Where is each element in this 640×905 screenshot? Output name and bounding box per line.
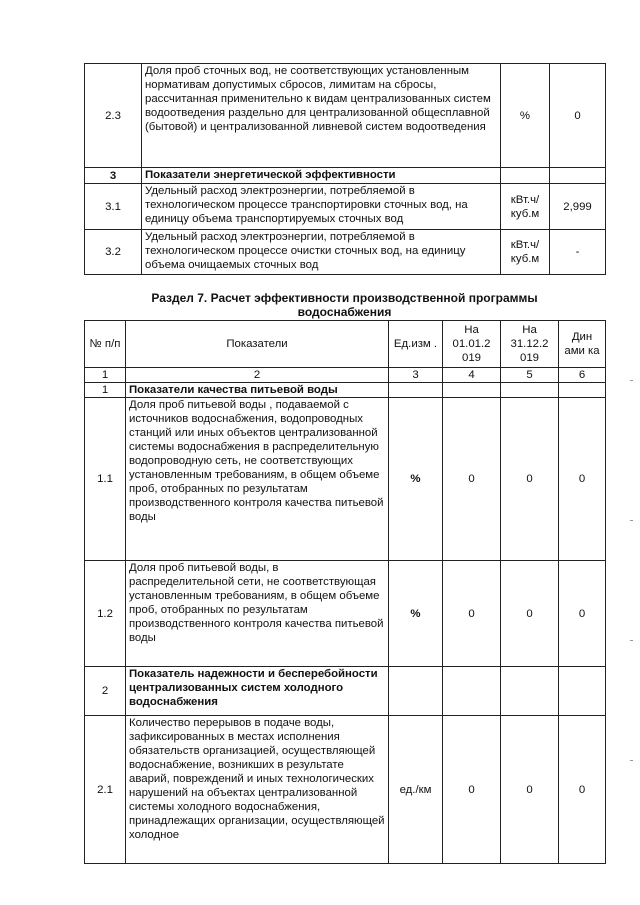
table-row bbox=[85, 561, 606, 667]
section-number: 2 bbox=[85, 667, 126, 716]
row-number: 2.1 bbox=[85, 716, 126, 864]
column-number-row bbox=[85, 368, 606, 383]
header-dynamics: Дин ами ка bbox=[559, 321, 606, 368]
header-date-end: На 31.12.2 019 bbox=[501, 321, 559, 368]
header-unit: Ед.изм . bbox=[389, 321, 443, 368]
table-row bbox=[85, 716, 606, 864]
value-start-cell bbox=[443, 667, 501, 716]
row-number: 1.1 bbox=[85, 398, 126, 561]
row-number: 2.3 bbox=[85, 64, 142, 168]
unit-cell: % bbox=[389, 398, 443, 561]
indicator-text: Удельный расход электроэнергии, потребляемой в технологическом процессе транспортировки сточных вод, на единицу объема транспортируемых сточных вод bbox=[142, 184, 501, 230]
table-row bbox=[85, 64, 606, 168]
value-cell bbox=[550, 168, 606, 184]
scan-mark bbox=[630, 520, 633, 521]
indicator-text: Доля проб питьевой воды, в распределительной сети, не соответствующая установленным требованиям, в общем объеме проб, отобранных по результатам производственного контроля качества питьевой воды bbox=[126, 561, 389, 667]
unit-cell: кВт.ч/ куб.м bbox=[501, 184, 550, 230]
dynamics-cell: 0 bbox=[559, 716, 606, 864]
header-indicator: Показатели bbox=[126, 321, 389, 368]
column-number: 5 bbox=[501, 368, 559, 383]
column-number: 3 bbox=[389, 368, 443, 383]
column-number: 1 bbox=[85, 368, 126, 383]
section-title: Показатели качества питьевой воды bbox=[126, 383, 389, 398]
table-header-row bbox=[85, 321, 606, 368]
scan-mark bbox=[630, 380, 633, 381]
header-number: № п/п bbox=[85, 321, 126, 368]
unit-cell bbox=[389, 667, 443, 716]
table-row bbox=[85, 230, 606, 275]
value-start-cell: 0 bbox=[443, 561, 501, 667]
unit-cell: % bbox=[501, 64, 550, 168]
row-number: 3.2 bbox=[85, 230, 142, 275]
table-row bbox=[85, 383, 606, 398]
section-title: Показатель надежности и бесперебойности централизованных систем холодного водоснабжения bbox=[126, 667, 389, 716]
dynamics-cell bbox=[559, 667, 606, 716]
column-number: 6 bbox=[559, 368, 606, 383]
dynamics-cell bbox=[559, 383, 606, 398]
table-row bbox=[85, 398, 606, 561]
unit-cell bbox=[389, 383, 443, 398]
value-cell: - bbox=[550, 230, 606, 275]
section-heading-line1: Раздел 7. Расчет эффективности производственной программы bbox=[151, 291, 538, 305]
value-start-cell bbox=[443, 383, 501, 398]
row-number: 1.2 bbox=[85, 561, 126, 667]
indicator-text: Удельный расход электроэнергии, потребляемой в технологическом процессе очистки сточных вод, на единицу объема очищаемых сточных вод bbox=[142, 230, 501, 275]
unit-cell: кВт.ч/ куб.м bbox=[501, 230, 550, 275]
value-end-cell bbox=[501, 383, 559, 398]
unit-cell: ед./км bbox=[389, 716, 443, 864]
table-row bbox=[85, 184, 606, 230]
scan-mark bbox=[630, 760, 633, 761]
unit-cell: % bbox=[389, 561, 443, 667]
value-end-cell: 0 bbox=[501, 398, 559, 561]
dynamics-cell: 0 bbox=[559, 561, 606, 667]
section-heading bbox=[84, 291, 605, 319]
value-start-cell: 0 bbox=[443, 716, 501, 864]
column-number: 4 bbox=[443, 368, 501, 383]
indicator-text: Доля проб сточных вод, не соответствующих установленным нормативам допустимых сбросов, лимитам на сбросы, рассчитанная применительно к видам централизованных систем водоотведения раздельно для централизованной общесплавной (бытовой) и централизованной ливневой систем водоотведения bbox=[142, 64, 501, 168]
value-end-cell: 0 bbox=[501, 561, 559, 667]
section-title: Показатели энергетической эффективности bbox=[142, 168, 501, 184]
value-start-cell: 0 bbox=[443, 398, 501, 561]
indicator-text: Доля проб питьевой воды , подаваемой с источников водоснабжения, водопроводных станций или иных объектов централизованной системы водоснабжения в распределительную водопроводную сеть, не соответствующих установленным требованиям, в общем объеме проб, отобранных по результатам производственного контроля качества питьевой воды bbox=[126, 398, 389, 561]
scan-mark bbox=[630, 640, 633, 641]
table-row bbox=[85, 168, 606, 184]
sewerage-indicators-table bbox=[84, 63, 606, 275]
unit-cell bbox=[501, 168, 550, 184]
indicator-text: Количество перерывов в подаче воды, зафиксированных в местах исполнения обязательств организацией, осуществляющей водоснабжение, возникших в результате аварий, повреждений и иных технологических нарушений на объектах централизованной системы холодного водоснабжения, принадлежащих организации, осуществляющей холодное bbox=[126, 716, 389, 864]
column-number: 2 bbox=[126, 368, 389, 383]
section-heading-line2: водоснабжения bbox=[297, 305, 392, 319]
header-date-start: На 01.01.2 019 bbox=[443, 321, 501, 368]
table-row bbox=[85, 667, 606, 716]
value-cell: 2,999 bbox=[550, 184, 606, 230]
section-number: 3 bbox=[85, 168, 142, 184]
row-number: 3.1 bbox=[85, 184, 142, 230]
section-number: 1 bbox=[85, 383, 126, 398]
dynamics-cell: 0 bbox=[559, 398, 606, 561]
value-end-cell: 0 bbox=[501, 716, 559, 864]
value-end-cell bbox=[501, 667, 559, 716]
value-cell: 0 bbox=[550, 64, 606, 168]
water-supply-efficiency-table bbox=[84, 320, 606, 864]
